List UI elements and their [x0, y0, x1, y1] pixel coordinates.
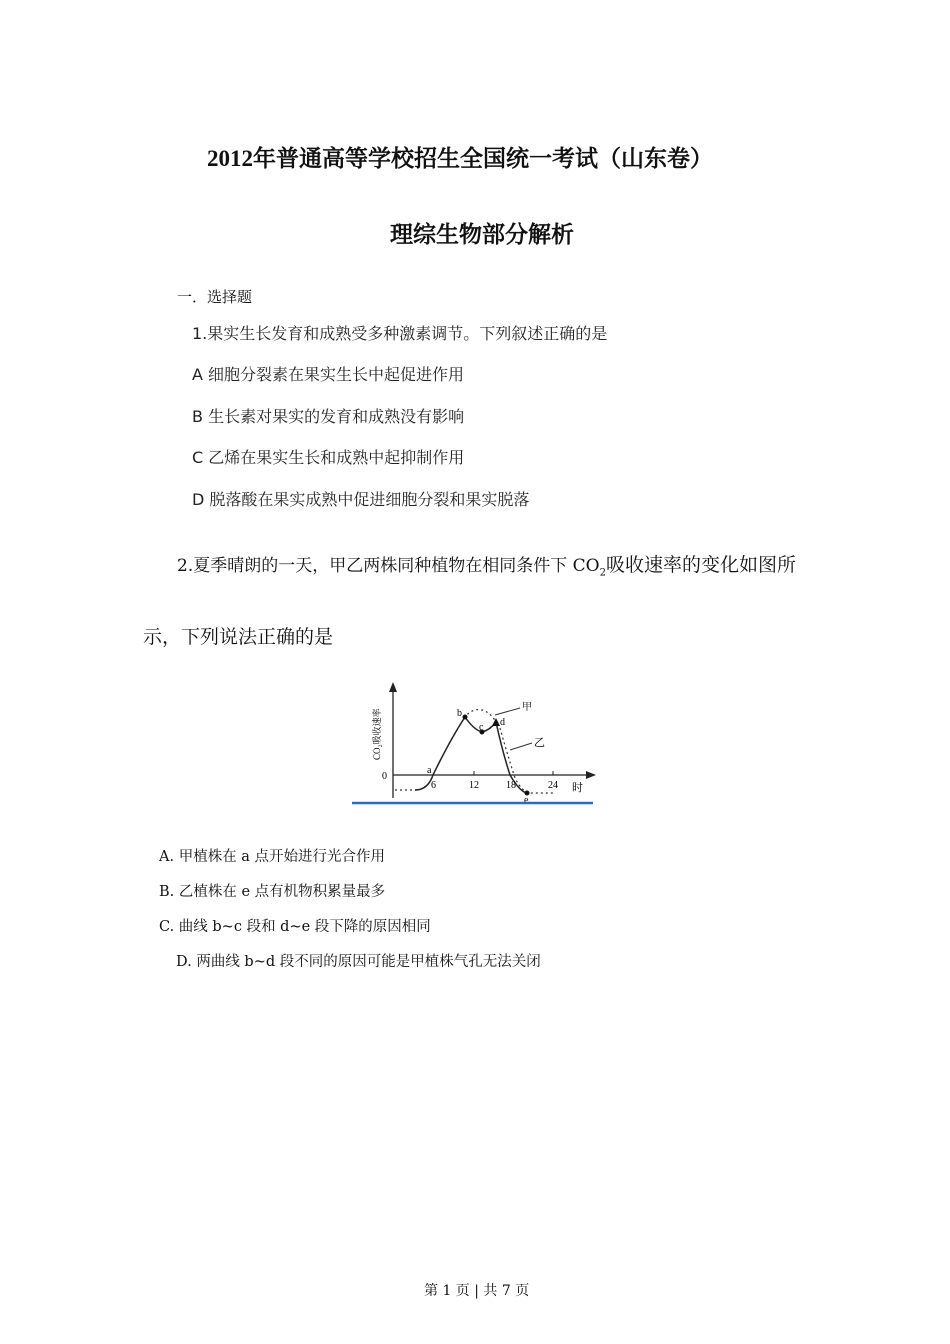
question-2-option-d: D. 两曲线 b~d 段不同的原因可能是甲植株气孔无法关闭 [176, 954, 541, 970]
question-2-stem [177, 550, 796, 578]
question-1-stem: 1.果实生长发育和成熟受多种激素调节。下列叙述正确的是 [192, 324, 608, 343]
point-c: c [479, 722, 484, 733]
question-2-option-a: A. 甲植株在 a 点开始进行光合作用 [159, 849, 386, 865]
x-axis-label: 时 [572, 782, 583, 794]
question-2-option-b: B. 乙植株在 e 点有机物积累量最多 [159, 884, 386, 900]
question-2-option-c: C. 曲线 b~c 段和 d~e 段下降的原因相同 [159, 919, 431, 935]
question-1-option-a: A 细胞分裂素在果实生长中起促进作用 [192, 365, 465, 384]
legend-jia: 甲 [522, 702, 532, 713]
x-tick-24: 24 [548, 780, 558, 791]
stem-text-suffix: 吸收速率的变化如图所 [605, 554, 796, 576]
stem-subscript: 2 [599, 567, 606, 579]
point-e: e [524, 795, 529, 806]
page-title: 2012年普通高等学校招生全国统一考试（山东卷） [207, 146, 713, 171]
section-heading: 一．选择题 [177, 288, 253, 306]
y-axis-arrow [389, 682, 397, 692]
co2-absorption-figure [350, 670, 600, 810]
point-d: d [500, 717, 505, 728]
point-b: b [457, 708, 462, 719]
page-footer: 第 1 页 | 共 7 页 [424, 1283, 530, 1299]
x-tick-12: 12 [469, 780, 479, 791]
x-tick-6: 6 [431, 780, 436, 791]
stem-text: 2.夏季晴朗的一天，甲乙两株同种植物在相同条件下 CO [177, 556, 600, 576]
x-axis-arrow [586, 771, 596, 779]
point-a: a [427, 765, 432, 776]
question-1-option-c: C 乙烯在果实生长和成熟中起抑制作用 [192, 448, 465, 467]
x-tick-18: 18 [506, 780, 516, 791]
question-1-option-d: D 脱落酸在果实成熟中促进细胞分裂和果实脱落 [192, 490, 530, 509]
page-subtitle: 理综生物部分解析 [390, 222, 574, 247]
question-1-option-b: B 生长素对果实的发育和成熟没有影响 [192, 407, 465, 426]
origin-label: 0 [382, 771, 387, 782]
question-2-stem-continued: 示，下列说法正确的是 [143, 626, 334, 648]
y-axis-label: CO₂吸收速率 [372, 708, 382, 760]
legend-yi: 乙 [534, 737, 545, 749]
